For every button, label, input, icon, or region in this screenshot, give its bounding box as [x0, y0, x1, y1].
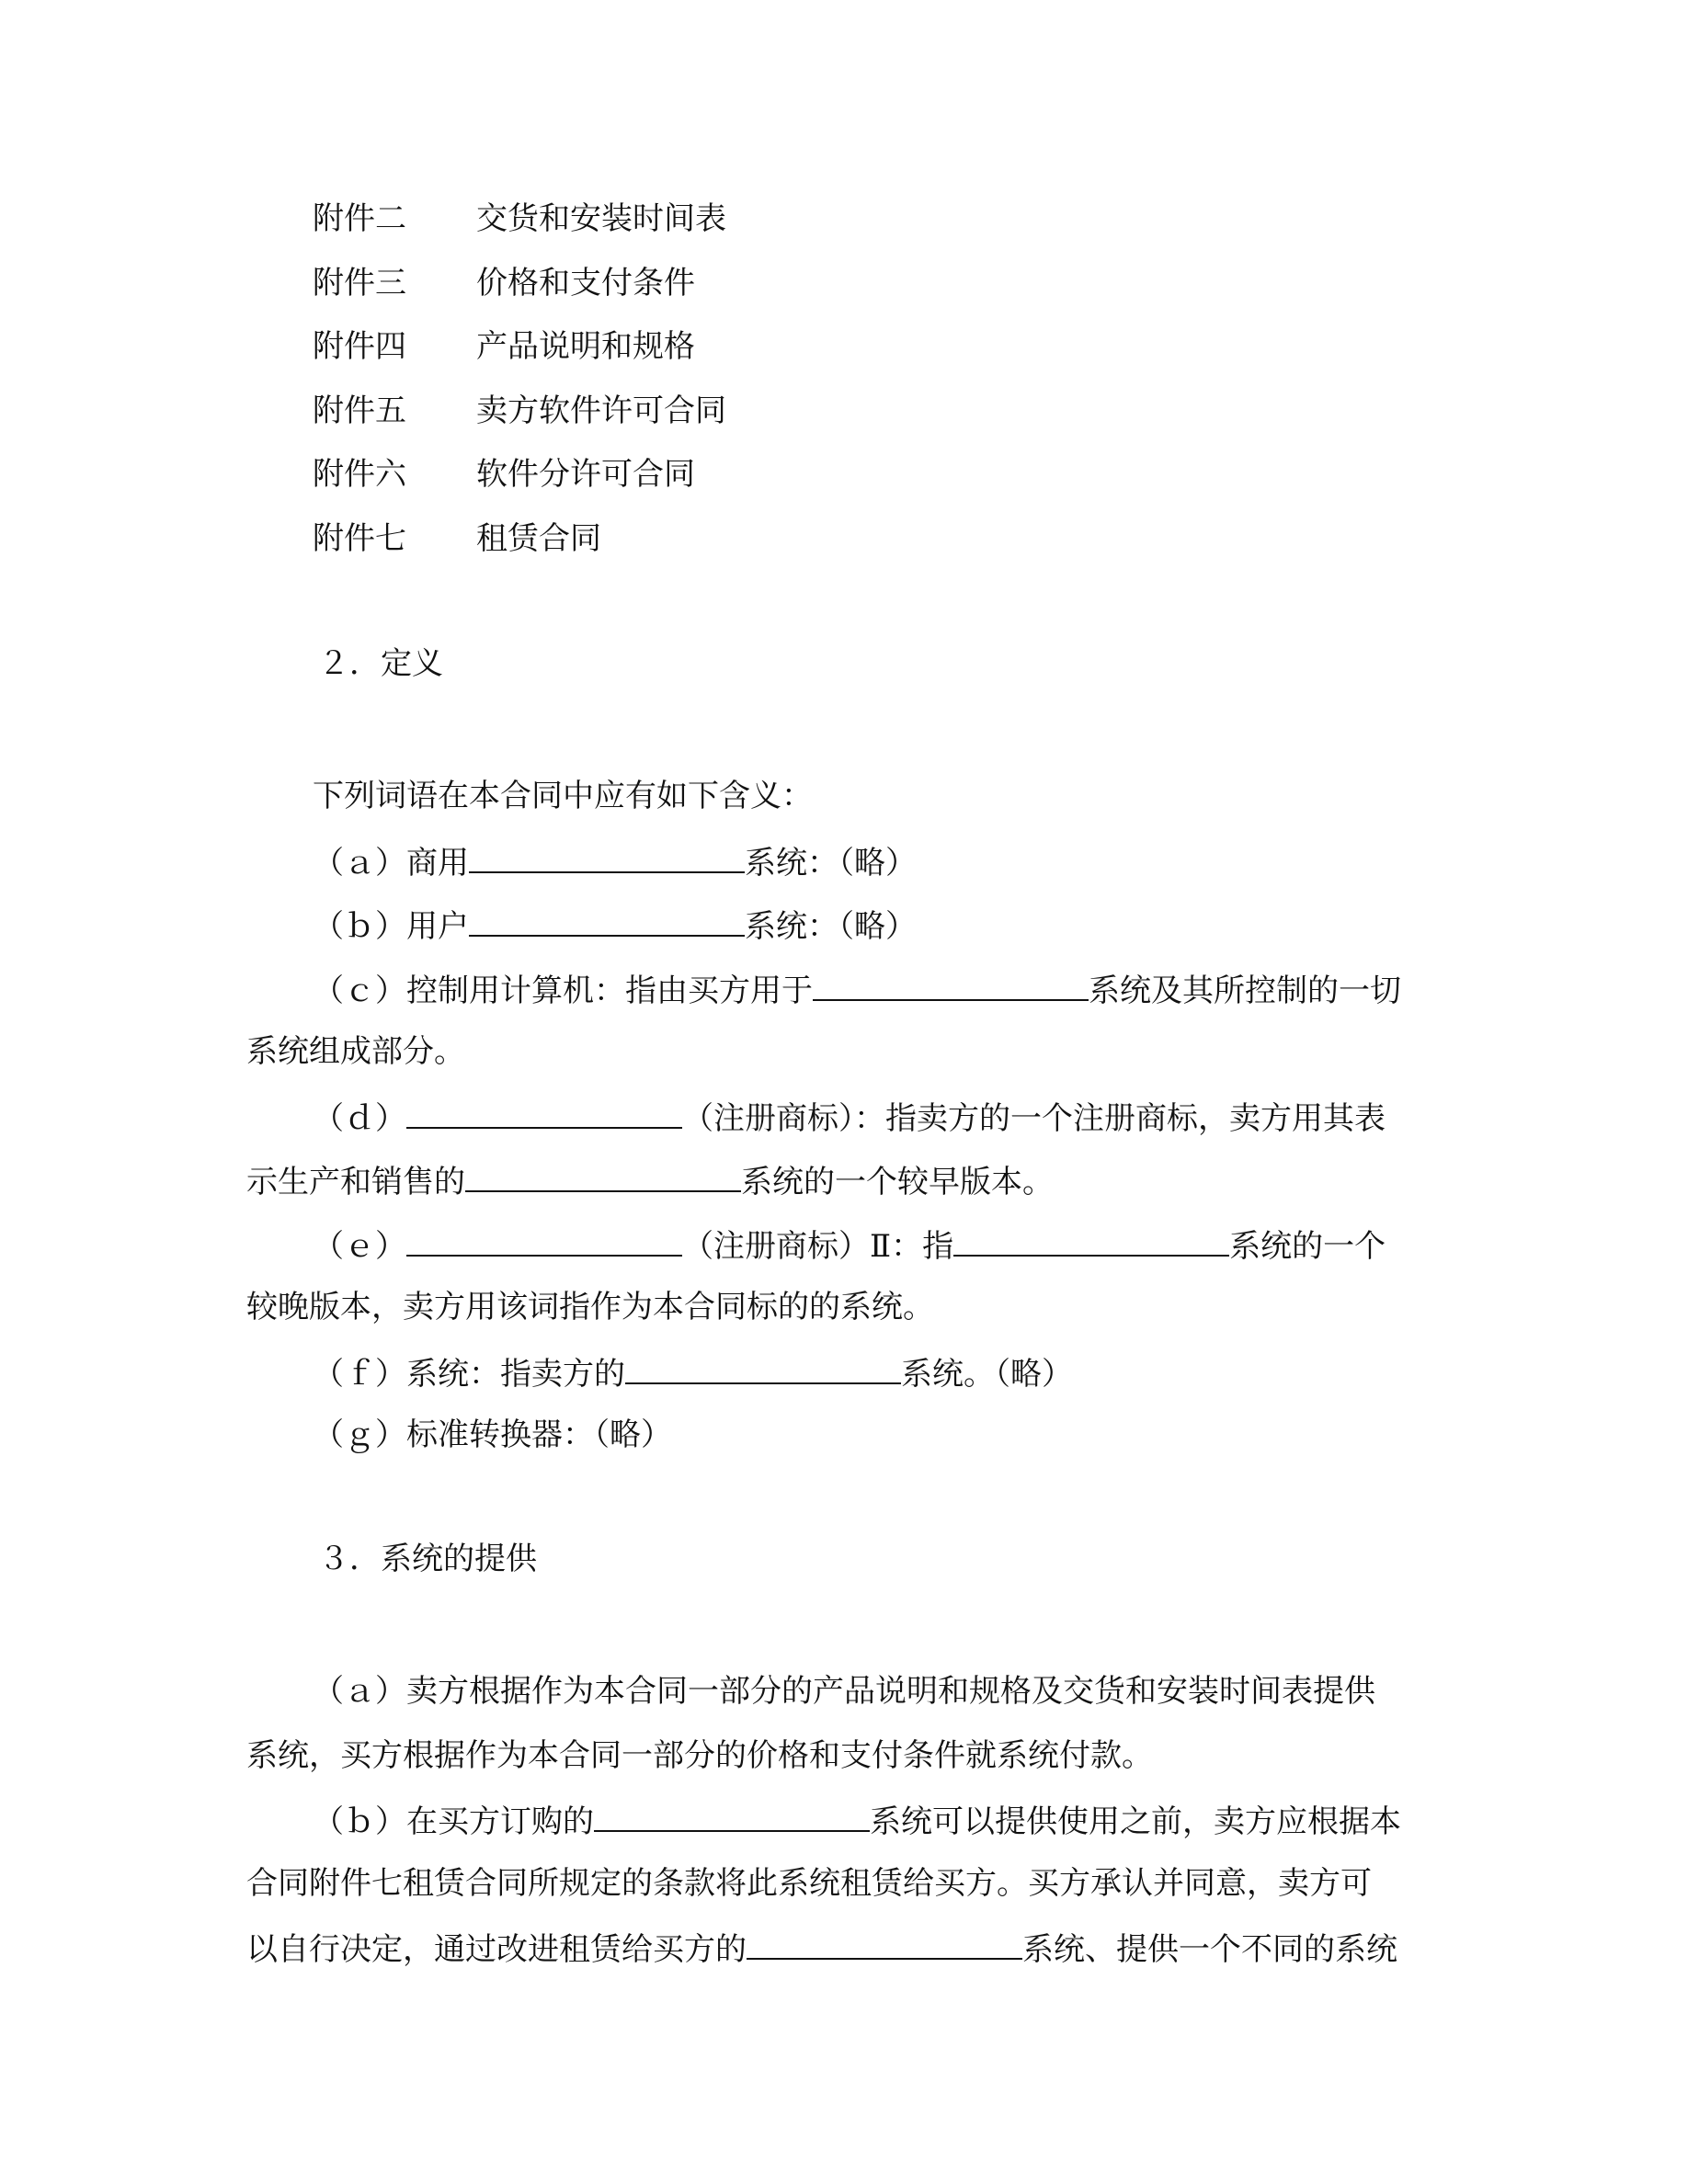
fill-blank — [813, 957, 1089, 1001]
definition-text: 控制用计算机：指由买方用于 — [406, 972, 813, 1009]
section-2-definitions — [246, 765, 1432, 1468]
definition-b — [246, 893, 1432, 957]
definitions-intro: 下列词语在本合同中应有如下含义： — [313, 778, 813, 814]
clause-b-continued: 合同附件七租赁合同所规定的条款将此系统租赁给买方。买方承认并同意，卖方可 — [246, 1864, 1372, 1902]
fill-blank — [465, 1148, 741, 1192]
fill-blank — [469, 893, 745, 937]
definition-g — [246, 1404, 1432, 1468]
annex-number: 附件二 — [313, 200, 406, 237]
definition-text: 用户 — [406, 908, 469, 945]
clause-a-continued: 系统，买方根据作为本合同一部分的价格和支付条件就系统付款。 — [246, 1736, 1153, 1774]
item-label: （ｂ） — [313, 1803, 406, 1840]
annex-title: 交货和安装时间表 — [476, 200, 726, 237]
section-3-body — [246, 1660, 1432, 1980]
annex-title: 产品说明和规格 — [476, 328, 695, 365]
definition-e — [246, 1212, 1432, 1277]
item-label: （ｂ） — [313, 908, 406, 945]
clause-text: 以自行决定，通过改进租赁给买方的 — [246, 1931, 747, 1968]
annex-number: 附件三 — [313, 264, 406, 301]
item-label: （ｆ） — [313, 1355, 406, 1393]
annex-title: 租赁合同 — [476, 519, 601, 557]
annex-row — [313, 191, 1140, 256]
section-2-heading: ２．定义 — [318, 645, 443, 682]
definition-text: 系统的一个 — [1229, 1227, 1386, 1265]
definition-text: 商用 — [406, 844, 469, 882]
definition-text: 系统：（略） — [745, 844, 917, 882]
definition-text: 系统：（略） — [745, 908, 917, 945]
annex-number: 附件四 — [313, 328, 406, 365]
fill-blank — [953, 1212, 1229, 1257]
definition-f — [246, 1340, 1432, 1405]
annex-title: 价格和支付条件 — [476, 264, 695, 301]
section-3-heading: ３．系统的提供 — [318, 1541, 537, 1577]
annex-row — [313, 256, 1140, 320]
clause-text: 系统可以提供使用之前，卖方应根据本 — [870, 1803, 1401, 1840]
clause-a — [246, 1660, 1432, 1724]
definition-text: （注册商标）Ⅱ：指 — [682, 1227, 954, 1265]
clause-text: 系统、提供一个不同的系统 — [1022, 1931, 1397, 1968]
annex-list — [313, 191, 1140, 574]
fill-blank — [406, 1212, 682, 1257]
annex-number: 附件六 — [313, 456, 406, 493]
annex-row — [313, 447, 1140, 511]
item-label: （ａ） — [313, 844, 406, 882]
annex-number: 附件五 — [313, 392, 406, 429]
definition-text: 系统及其所控制的一切 — [1089, 972, 1401, 1009]
item-label: （ｅ） — [313, 1227, 406, 1265]
fill-blank — [747, 1916, 1022, 1960]
annex-title: 软件分许可合同 — [476, 456, 695, 493]
definition-text: 系统。（略） — [901, 1355, 1073, 1393]
clause-text: 在买方订购的 — [406, 1803, 594, 1840]
fill-blank — [594, 1788, 870, 1832]
definition-e-continued: 较晚版本，卖方用该词指作为本合同标的的系统。 — [246, 1289, 934, 1325]
definition-text: （注册商标）：指卖方的一个注册商标，卖方用其表 — [682, 1099, 1386, 1137]
definition-text: 系统的一个较早版本。 — [741, 1164, 1054, 1200]
fill-blank — [469, 829, 745, 873]
fill-blank — [406, 1085, 682, 1129]
fill-blank — [625, 1340, 901, 1384]
definition-d-continued — [246, 1148, 1432, 1212]
definition-text: 示生产和销售的 — [246, 1164, 465, 1200]
annex-row — [313, 383, 1140, 448]
annex-row — [313, 319, 1140, 383]
annex-number: 附件七 — [313, 519, 406, 557]
clause-b-continued — [246, 1916, 1432, 1980]
definition-a — [246, 829, 1432, 893]
item-label: （ｇ） — [313, 1416, 406, 1453]
definition-c — [246, 957, 1432, 1021]
definition-text: 标准转换器：（略） — [406, 1416, 672, 1453]
definition-d — [246, 1085, 1432, 1149]
item-label: （ｃ） — [313, 972, 406, 1009]
definition-text: 系统：指卖方的 — [406, 1355, 625, 1393]
annex-title: 卖方软件许可合同 — [476, 392, 726, 429]
item-label: （ａ） — [313, 1673, 406, 1710]
clause-text: 卖方根据作为本合同一部分的产品说明和规格及交货和安装时间表提供 — [406, 1673, 1375, 1710]
item-label: （ｄ） — [313, 1099, 406, 1137]
annex-row — [313, 511, 1140, 575]
definition-c-continued: 系统组成部分。 — [246, 1033, 465, 1070]
clause-b — [246, 1788, 1432, 1852]
